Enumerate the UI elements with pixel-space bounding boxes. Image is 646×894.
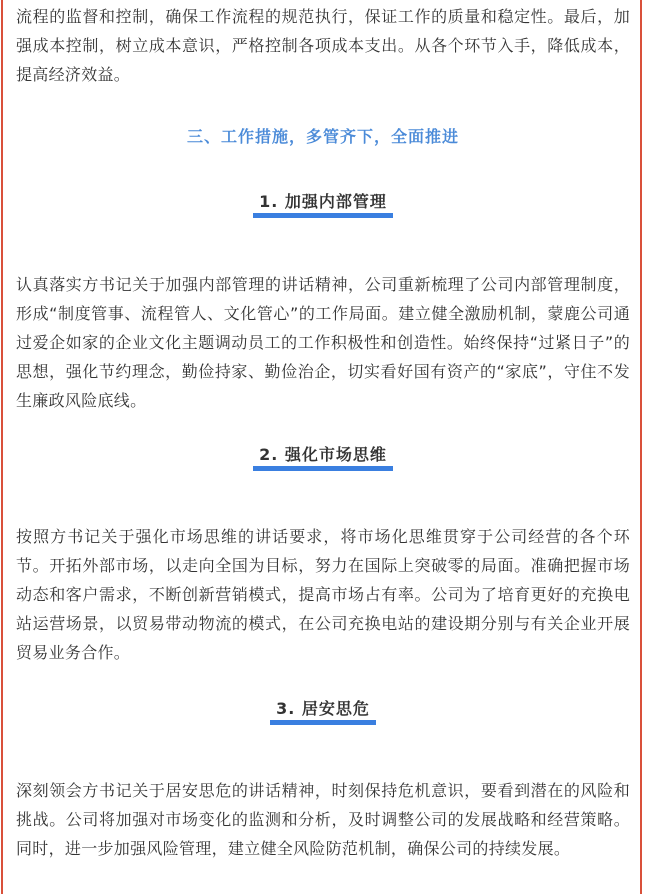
subsection-body-2: 按照方书记关于强化市场思维的讲话要求，将市场化思维贯穿于公司经营的各个环节。开拓外部市场，以走向全国为目标，努力在国际上突破零的局面。准确把握市场动态和客户需求，不断创新营销模式，提高市场占有率。公司为了培育更好的充换电站运营场景，以贸易带动物流的模式，在公司充换电站的建设期分别与有关企业开展贸易业务合作。: [16, 527, 630, 662]
subsection-body-1: 认真落实方书记关于加强内部管理的讲话精神，公司重新梳理了公司内部管理制度，形成“制度管事、流程管人、文化管心”的工作局面。建立健全激励机制，蒙鹿公司通过爱企如家的企业文化主题调动员工的工作积极性和创造性。始终保持“过紧日子”的思想，强化节约理念，勤俭持家、勤俭治企，切实看好国有资产的“家底”，守住不发生廉政风险底线。: [16, 275, 630, 410]
subsection-body-3: 深刻领会方书记关于居安思危的讲话精神，时刻保持危机意识，要看到潜在的风险和挑战。公司将加强对市场变化的监测和分析，及时调整公司的发展战略和经营策略。同时，进一步加强风险管理，建立健全风险防范机制，确保公司的持续发展。: [16, 781, 630, 858]
subsection-heading-1-text: 1. 加强内部管理: [253, 192, 393, 218]
subsection-heading-2: [0, 445, 646, 471]
intro-paragraph: 流程的监督和控制，确保工作流程的规范执行，保证工作的质量和稳定性。最后，加强成本控制，树立成本意识，严格控制各项成本支出。从各个环节入手，降低成本，提高经济效益。: [16, 7, 630, 84]
subsection-heading-1: [0, 192, 646, 218]
section-heading: [0, 126, 646, 148]
subsection-heading-3: [0, 699, 646, 725]
section-heading-text: 三、工作措施，多管齐下，全面推进: [183, 126, 463, 148]
subsection-heading-2-text: 2. 强化市场思维: [253, 445, 393, 471]
subsection-heading-3-text: 3. 居安思危: [270, 699, 376, 725]
